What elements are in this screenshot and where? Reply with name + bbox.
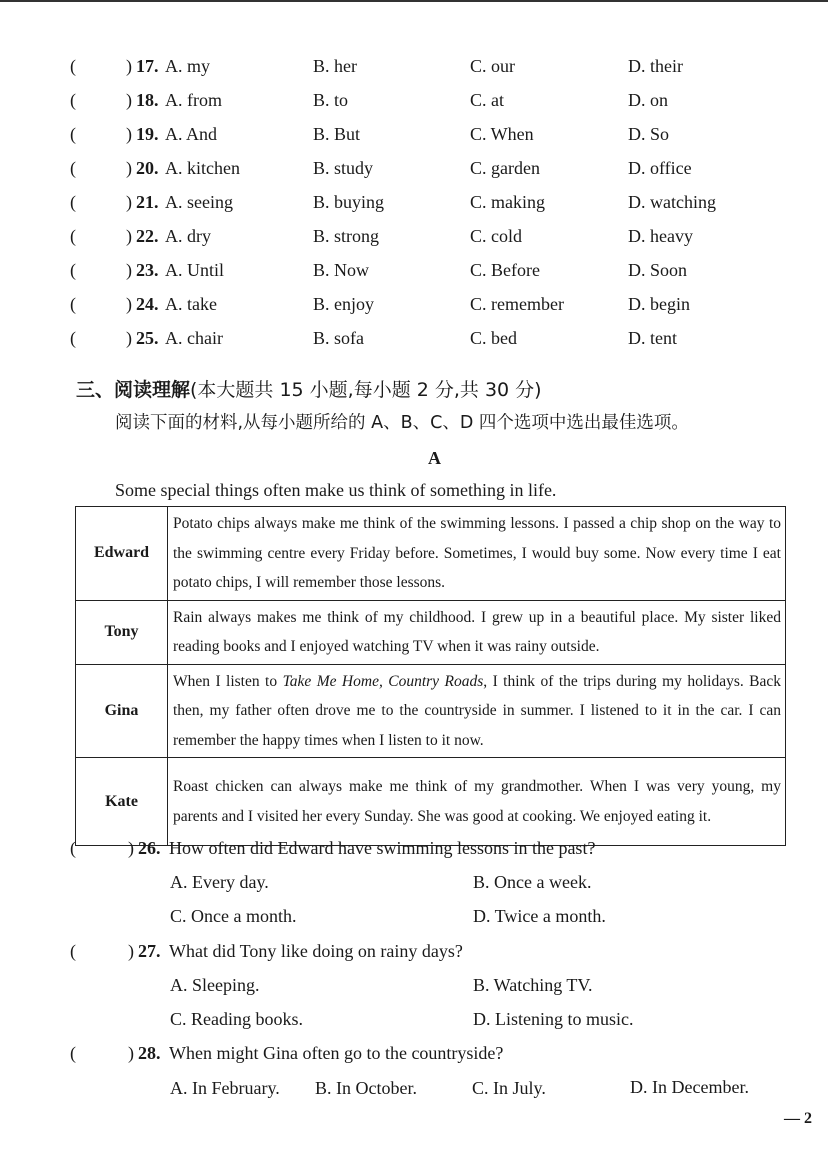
- answer-blank-close: ): [126, 158, 132, 178]
- answer-blank-close: ): [128, 1043, 134, 1063]
- question-text: What did Tony like doing on rainy days?: [169, 941, 463, 961]
- option-c: C. cold: [470, 226, 522, 246]
- option-b: B. But: [313, 124, 361, 144]
- person-text: [168, 664, 786, 758]
- answer-blank-close: ): [126, 124, 132, 144]
- person-name: Gina: [76, 664, 168, 758]
- option-c: C. remember: [470, 294, 564, 314]
- answer-blank-open[interactable]: (: [70, 56, 76, 76]
- section-instruction: 阅读下面的材料,从每小题所给的 A、B、C、D 四个选项中选出最佳选项。: [115, 413, 689, 433]
- option-d: D. Twice a month.: [473, 906, 606, 926]
- person-text: Roast chicken can always make me think of my grandmother. When I was very young, my parents and I visited her every Sunday. She was good at cooking. We enjoyed eating it.: [168, 758, 786, 846]
- option-a: A. And: [165, 124, 218, 144]
- person-text: Rain always makes me think of my childhood. I grew up in a beautiful place. My sister liked reading books and I enjoyed watching TV when it was rainy outside.: [168, 600, 786, 664]
- table-row: [76, 507, 786, 601]
- answer-blank-open[interactable]: (: [70, 328, 76, 348]
- option-d: D. Soon: [628, 260, 688, 280]
- option-b: B. Now: [313, 260, 370, 280]
- option-d: D. Listening to music.: [473, 1009, 634, 1029]
- answer-blank-open[interactable]: (: [70, 941, 76, 961]
- person-name: Edward: [76, 507, 168, 601]
- question-number: 25.: [136, 328, 159, 348]
- answer-blank-close: ): [126, 226, 132, 246]
- answer-blank-close: ): [128, 941, 134, 961]
- song-title: Take Me Home, Country Roads: [282, 672, 484, 690]
- option-a: A. my: [165, 56, 210, 76]
- option-d: D. office: [628, 158, 692, 178]
- question-text: How often did Edward have swimming lessons in the past?: [169, 838, 596, 858]
- option-c: C. When: [470, 124, 534, 144]
- option-b: B. enjoy: [313, 294, 374, 314]
- section-note: (本大题共 15 小题,每小题 2 分,共 30 分): [190, 379, 542, 401]
- answer-blank-open[interactable]: (: [70, 838, 76, 858]
- answer-blank-open[interactable]: (: [70, 192, 76, 212]
- option-d: D. their: [628, 56, 683, 76]
- option-c: C. Reading books.: [170, 1009, 303, 1029]
- answer-blank-open[interactable]: (: [70, 90, 76, 110]
- table-row: [76, 758, 786, 846]
- option-a: A. chair: [165, 328, 223, 348]
- answer-blank-open[interactable]: (: [70, 1043, 76, 1063]
- option-a: A. In February.: [170, 1078, 280, 1098]
- answer-blank-open[interactable]: (: [70, 124, 76, 144]
- section-heading: [76, 379, 542, 401]
- text-part: When I listen to: [173, 672, 283, 690]
- answer-blank-open[interactable]: (: [70, 294, 76, 314]
- option-b: B. In October.: [315, 1078, 417, 1098]
- option-d: D. begin: [628, 294, 690, 314]
- option-d: D. tent: [628, 328, 677, 348]
- option-c: C. making: [470, 192, 545, 212]
- question-number: 18.: [136, 90, 159, 110]
- question-number: 22.: [136, 226, 159, 246]
- option-b: B. Watching TV.: [473, 975, 593, 995]
- person-name: Tony: [76, 600, 168, 664]
- question-number: 20.: [136, 158, 159, 178]
- option-d: D. on: [628, 90, 668, 110]
- question-number: 17.: [136, 56, 159, 76]
- passage-intro: Some special things often make us think of something in life.: [115, 480, 557, 500]
- person-text: Potato chips always make me think of the swimming lessons. I passed a chip shop on the way to the swimming centre every Friday before. Sometimes, I would buy some. Now every time I eat potato chips, I will remember those lessons.: [168, 507, 786, 601]
- text-part: , I think of the trips during my holidays. Back then, my father often drove me to the countryside in summer. I listened to it in the car. I can remember the happy times when I listen to it now.: [173, 672, 782, 749]
- answer-blank-close: ): [126, 294, 132, 314]
- option-c: C. bed: [470, 328, 517, 348]
- answer-blank-open[interactable]: (: [70, 260, 76, 280]
- option-c: C. our: [470, 56, 515, 76]
- option-a: A. Until: [165, 260, 225, 280]
- table-row: [76, 664, 786, 758]
- option-a: A. kitchen: [165, 158, 240, 178]
- question-number: 21.: [136, 192, 159, 212]
- option-c: C. at: [470, 90, 504, 110]
- option-b: B. strong: [313, 226, 380, 246]
- table-row: [76, 600, 786, 664]
- person-name: Kate: [76, 758, 168, 846]
- option-a: A. from: [165, 90, 222, 110]
- option-a: A. take: [165, 294, 217, 314]
- option-a: A. seeing: [165, 192, 233, 212]
- option-c: C. garden: [470, 158, 540, 178]
- section-title: 三、阅读理解: [76, 379, 191, 401]
- passage-label: A: [428, 448, 441, 468]
- answer-blank-close: ): [126, 56, 132, 76]
- option-d: D. heavy: [628, 226, 693, 246]
- answer-blank-open[interactable]: (: [70, 226, 76, 246]
- answer-blank-close: ): [126, 90, 132, 110]
- answer-blank-close: ): [128, 838, 134, 858]
- option-c: C. Once a month.: [170, 906, 297, 926]
- option-c: C. In July.: [472, 1078, 546, 1098]
- question-text: When might Gina often go to the countryside?: [169, 1043, 504, 1063]
- answer-blank-close: ): [126, 192, 132, 212]
- option-a: A. Sleeping.: [170, 975, 260, 995]
- question-number: 28.: [138, 1043, 161, 1063]
- option-b: B. her: [313, 56, 357, 76]
- question-number: 26.: [138, 838, 161, 858]
- option-d: D. In December.: [630, 1077, 749, 1097]
- question-number: 19.: [136, 124, 159, 144]
- answer-blank-close: ): [126, 328, 132, 348]
- top-border: [0, 0, 828, 2]
- answer-blank-close: ): [126, 260, 132, 280]
- option-a: A. dry: [165, 226, 211, 246]
- question-number: 24.: [136, 294, 159, 314]
- option-c: C. Before: [470, 260, 540, 280]
- reading-table: [75, 506, 786, 846]
- option-a: A. Every day.: [170, 872, 269, 892]
- option-b: B. to: [313, 90, 349, 110]
- page-number: — 2: [784, 1110, 812, 1127]
- question-number: 27.: [138, 941, 161, 961]
- option-d: D. watching: [628, 192, 716, 212]
- option-b: B. Once a week.: [473, 872, 592, 892]
- option-d: D. So: [628, 124, 670, 144]
- answer-blank-open[interactable]: (: [70, 158, 76, 178]
- question-number: 23.: [136, 260, 159, 280]
- option-b: B. buying: [313, 192, 385, 212]
- option-b: B. sofa: [313, 328, 364, 348]
- option-b: B. study: [313, 158, 374, 178]
